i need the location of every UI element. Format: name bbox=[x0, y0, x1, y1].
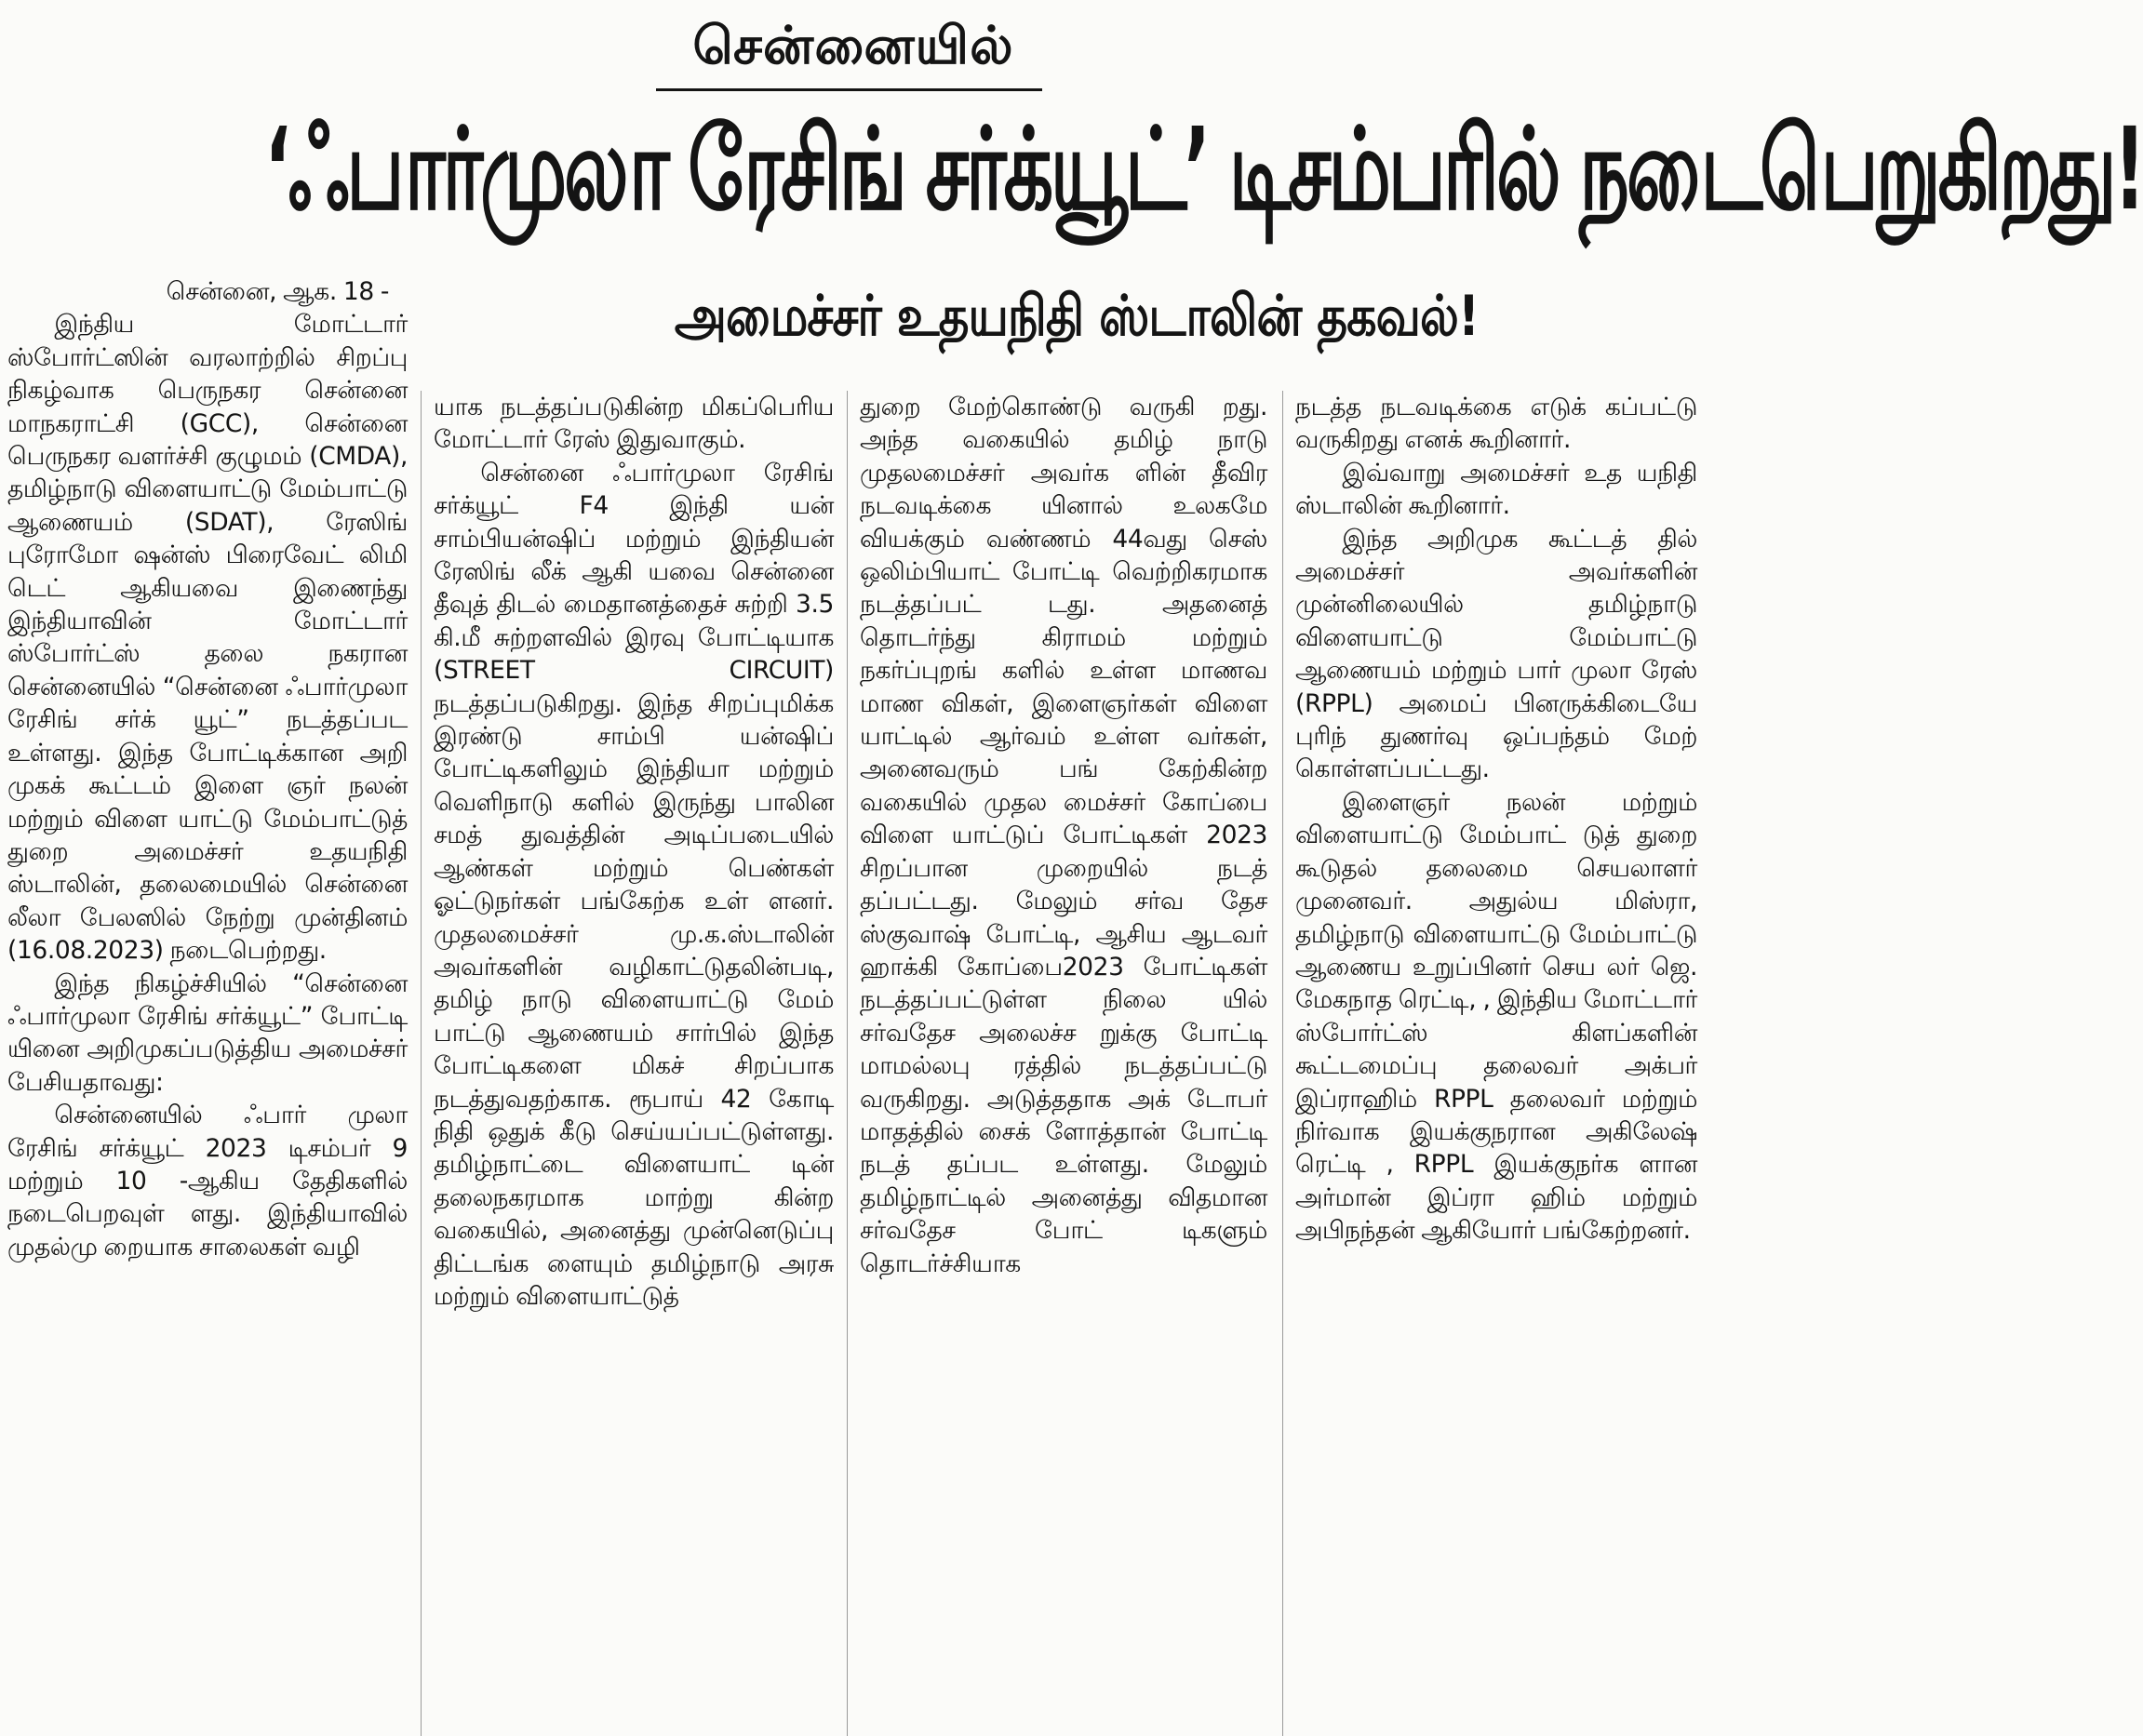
subheadline: அமைச்சர் உதயநிதி ஸ்டாலின் தகவல்! bbox=[674, 284, 1480, 349]
paragraph: இளைஞர் நலன் மற்றும் விளையாட்டு மேம்பாட் டுத் துறை கூடுதல் தலைமை செயலாளர் முனைவர். அதுல்ய மிஸ்ரா, தமிழ்நாடு விளையாட்டு மேம்பாட்டு ஆணைய உறுப்பினர் செய லர் ஜெ. மேகநாத ரெட்டி, , இந்திய மோட்டார் ஸ்போர்ட்ஸ் கிளப்களின் கூட்டமைப்பு தலைவர் அக்பர் இப்ராஹிம் RPPL தலைவர் மற்றும் நிர்வாக இயக்குநரான அகிலேஷ் ரெட்டி , RPPL இயக்குநர்க ளான அர்மான் இப்ரா ஹிம் மற்றும் அபிநந்தன் ஆகியோர் பங்கேற்றனர். bbox=[1295, 787, 1697, 1246]
paragraph: இந்திய மோட்டார் ஸ்போர்ட்ஸின் வரலாற்றில் சிறப்பு நிகழ்வாக பெருநகர சென்னை மாநகராட்சி (GCC), சென்னை பெருநகர வளர்ச்சி குழுமம் (CMDA), தமிழ்நாடு விளையாட்டு மேம்பாட்டு ஆணையம் (SDAT), ரேஸிங் புரோமோ ஷன்ஸ் பிரைவேட் லிமி டெட் ஆகியவை இணைந்து இந்தியாவின் மோட்டார் ஸ்போர்ட்ஸ் தலை நகரான சென்னையில் “சென்னை ஃபார்முலா ரேசிங் சர்க் யூட்” நடத்தப்பட உள்ளது. இந்த போட்டிக்கான அறி முகக் கூட்டம் இளை ஞர் நலன் மற்றும் விளை யாட்டு மேம்பாட்டுத் துறை அமைச்சர் உதயநிதி ஸ்டாலின், தலைமையில் சென்னை லீலா பேலஸில் நேற்று முன்தினம் (16.08.2023) நடைபெற்றது. bbox=[7, 310, 408, 966]
kicker-title: சென்னையில் bbox=[692, 16, 1014, 76]
paragraph: இந்த நிகழ்ச்சியில் “சென்னை ஃபார்முலா ரேசிங் சர்க்யூட்” போட்டி யினை அறிமுகப்படுத்திய அமைச்சர் பேசியதாவது: bbox=[7, 968, 408, 1097]
paragraph: துறை மேற்கொண்டு வருகி றது. அந்த வகையில் தமிழ் நாடு முதலமைச்சர் அவர்க ளின் தீவிர நடவடிக்கை யினால் உலகமே வியக்கும் வண்ணம் 44வது செஸ் ஒலிம்பியாட் போட்டி வெற்றிகரமாக நடத்தப்பட் டது. அதனைத் தொடர்ந்து கிராமம் மற்றும் நகர்ப்புறங் களில் உள்ள மாணவ மாண விகள், இளைஞர்கள் விளை யாட்டில் ஆர்வம் உள்ள வர்கள், அனைவரும் பங் கேற்கின்ற வகையில் முதல மைச்சர் கோப்பை விளை யாட்டுப் போட்டிகள் 2023 சிறப்பான முறையில் நடத் தப்பட்டது. மேலும் சர்வ தேச ஸ்குவாஷ் போட்டி, ஆசிய ஆடவர் ஹாக்கி கோப்பை2023 போட்டிகள் நடத்தப்பட்டுள்ள நிலை யில் சர்வதேச அலைச்ச றுக்கு போட்டி மாமல்லபு ரத்தில் நடத்தப்பட்டு வருகிறது. அடுத்ததாக அக் டோபர் மாதத்தில் சைக் ளோத்தான் போட்டி நடத் தப்பட உள்ளது. மேலும் தமிழ்நாட்டில் அனைத்து விதமான சர்வதேச போட் டிகளும் தொடர்ச்சியாக bbox=[860, 393, 1267, 1278]
paragraph: யாக நடத்தப்படுகின்ற மிகப்பெரிய மோட்டார் ரேஸ் இதுவாகும். bbox=[434, 393, 834, 455]
column-divider bbox=[847, 391, 848, 1736]
article-column-4 bbox=[1295, 391, 1697, 1736]
paragraph: சென்னை ஃபார்முலா ரேசிங் சர்க்யூட் F4 இந்தி யன் சாம்பியன்ஷிப் மற்றும் இந்தியன் ரேஸிங் லீக் ஆகி யவை சென்னை தீவுத் திடல் மைதானத்தைச் சுற்றி 3.5 கி.மீ சுற்றளவில் இரவு போட்டியாக (STREET CIRCUIT) நடத்தப்படுகிறது. இந்த சிறப்புமிக்க இரண்டு சாம்பி யன்ஷிப் போட்டிகளிலும் இந்தியா மற்றும் வெளிநாடு களில் இருந்து பாலின சமத் துவத்தின் அடிப்படையில் ஆண்கள் மற்றும் பெண்கள் ஓட்டுநர்கள் பங்கேற்க உள் ளனர். முதலமைச்சர் மு.க.ஸ்டாலின் அவர்களின் வழிகாட்டுதலின்படி, தமிழ் நாடு விளையாட்டு மேம் பாட்டு ஆணையம் சார்பில் இந்த போட்டிகளை மிகச் சிறப்பாக நடத்துவதற்காக. ரூபாய் 42 கோடி நிதி ஒதுக் கீடு செய்யப்பட்டுள்ளது. தமிழ்நாட்டை விளையாட் டின் தலைநகரமாக மாற்று கின்ற வகையில், அனைத்து முன்னெடுப்பு திட்டங்க ளையும் தமிழ்நாடு அரசு மற்றும் விளையாட்டுத் bbox=[434, 458, 834, 1311]
article-column-3 bbox=[860, 391, 1267, 1736]
paragraph: சென்னையில் ஃபார் முலா ரேசிங் சர்க்யூட் 2023 டிசம்பர் 9 மற்றும் 10 -ஆகிய தேதிகளில் நடைபெறவுள் ளது. இந்தியாவில் முதல்மு றையாக சாலைகள் வழி bbox=[7, 1101, 408, 1262]
column-divider bbox=[1282, 391, 1283, 1736]
article-column-2 bbox=[434, 391, 834, 1736]
kicker-underline bbox=[656, 88, 1042, 91]
column-divider bbox=[421, 391, 422, 1736]
paragraph: இந்த அறிமுக கூட்டத் தில் அமைச்சர் அவர்களின் முன்னிலையில் தமிழ்நாடு விளையாட்டு மேம்பாட்டு ஆணையம் மற்றும் பார் முலா ரேஸ் (RPPL) அமைப் பினருக்கிடையே புரிந் துணர்வு ஒப்பந்தம் மேற் கொள்ளப்பட்டது. bbox=[1295, 524, 1697, 784]
paragraph: இவ்வாறு அமைச்சர் உத யநிதி ஸ்டாலின் கூறினார். bbox=[1295, 458, 1697, 521]
headline: ‘ஃபார்முலா ரேசிங் சர்க்யூட்’ டிசம்பரில் நடைபெறுகிறது! bbox=[264, 103, 2143, 235]
dateline: சென்னை, ஆக. 18 - bbox=[166, 277, 389, 306]
article-column-1 bbox=[7, 275, 408, 1736]
paragraph: நடத்த நடவடிக்கை எடுக் கப்பட்டு வருகிறது எனக் கூறினார். bbox=[1295, 393, 1697, 455]
